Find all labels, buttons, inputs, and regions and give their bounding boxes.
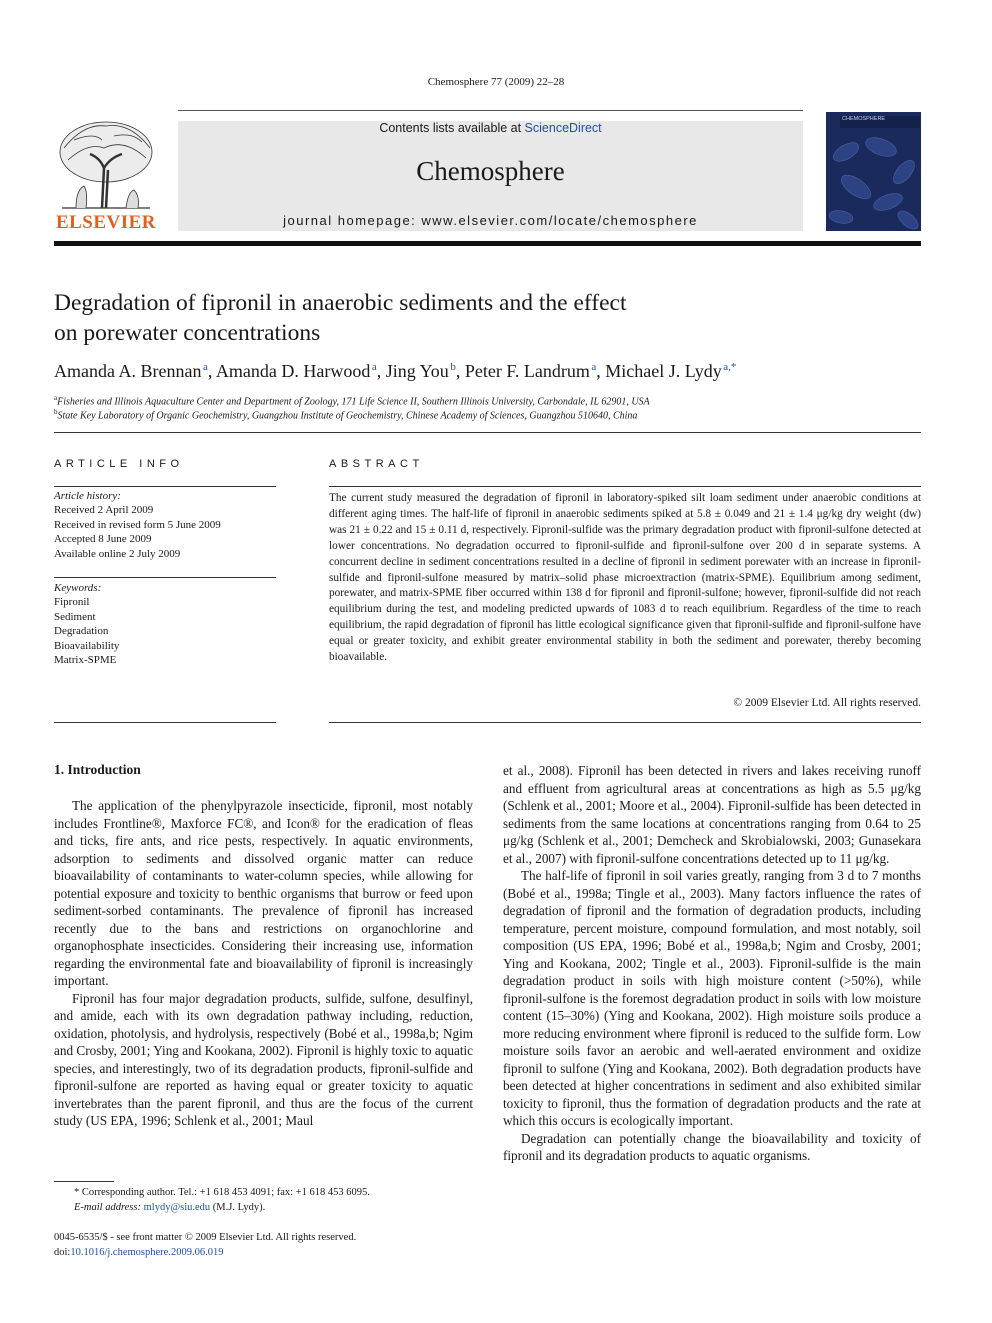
email-suffix: (M.J. Lydy).: [210, 1201, 266, 1213]
history-accepted: Accepted 8 June 2009: [54, 533, 152, 546]
contents-prefix: Contents lists available at: [379, 121, 525, 135]
history-revised: Received in revised form 5 June 2009: [54, 518, 221, 531]
email-label: E-mail address:: [74, 1201, 144, 1213]
author-separator: ,: [207, 361, 216, 381]
affiliation-text: State Key Laboratory of Organic Geochemistry, Guangzhou Institute of Geochemistry, Chinese Academy of Sciences, Guangzhou 510640, China: [57, 410, 638, 422]
history-online: Available online 2 July 2009: [54, 547, 181, 560]
footnote: [54, 1186, 474, 1215]
doi-label: doi:: [54, 1246, 71, 1258]
divider: [54, 722, 276, 723]
doi-link[interactable]: 10.1016/j.chemosphere.2009.06.019: [70, 1246, 224, 1258]
author-name: Amanda A. Brennan: [54, 361, 202, 381]
divider: [54, 432, 921, 433]
author-name: Jing You: [385, 361, 449, 381]
banner-rule: [178, 110, 803, 111]
divider: [329, 486, 921, 487]
keyword: Bioavailability: [54, 639, 120, 652]
body-paragraph: et al., 2008). Fipronil has been detected in rivers and lakes receiving runoff and effluent from agricultural areas at concentrations as high as 5.5 μg/kg (Schlenk et al., 2001; Moore et al., 2004). Fipronil-sulfide has been detected in sediments from the same locations at concentrations ranging from 0.64 to 25 μg/kg (Schlenk et al., 2001; Demcheck and Skrobialowski, 2003; Gunasekara et al., 2007) with fipronil-sulfone concentrations detected up to 11 μg/kg.: [503, 763, 921, 866]
affiliation-marker[interactable]: a: [591, 361, 597, 373]
footnote-rule: [54, 1181, 114, 1182]
author-separator: ,: [596, 361, 606, 381]
keywords-label: Keywords:: [54, 582, 102, 594]
affiliation-marker[interactable]: a: [371, 361, 377, 373]
divider: [54, 577, 276, 578]
affiliation-b: $^b$State Key Laboratory of Organic Geochemistry, Guangzhou Institute of Geochemistry, Chinese Academy of Sciences, Guangzhou 510640, China: [54, 408, 638, 422]
keyword: Matrix-SPME: [54, 654, 117, 667]
affiliation-text: Fisheries and Illinois Aquaculture Center and Department of Zoology, 171 Life Science II, Southern Illinois University, Carbondale, IL 62901, USA: [57, 396, 650, 408]
footer: [54, 1231, 474, 1260]
journal-homepage[interactable]: journal homepage: www.elsevier.com/locate/chemosphere: [283, 213, 698, 228]
email-link[interactable]: mlydy@siu.edu: [143, 1201, 211, 1213]
history-label: Article history:: [54, 490, 121, 502]
body-paragraph: The half-life of fipronil in soil varies greatly, ranging from 3 d to 7 months (Bobé et al., 1998a; Tingle et al., 2003). Many factors influence the rates of degradation of fipronil and the formation of degradation products, including temperature, percent moisture, compound formulation, and most notably, soil composition (US EPA, 1996; Bobé et al., 1998a,b; Ngim and Crosby, 2001; Ying and Kookana, 2002; Tingle et al., 2003). Fipronil-sulfide is the main degradation product in soils with high moisture content (>50%), while fipronil-sulfone is the foremost degradation product in soils with low moisture content (15–30%) (Ying and Kookana, 2002). High moisture soils produce a more reducing environment where fipronil is reduced to the sulfide form. Low moisture soils favor an aerobic and well-aerated environment and oxidize fipronil to sulfone (Ying and Kookana, 2002). Both degradation products have been detected at higher concentrations in sediment and also exhibited similar toxicity to fipronil, thus the formation of degradation products and the rate at which this occurs is ecologically important.: [503, 868, 921, 1128]
history-received: Received 2 April 2009: [54, 504, 154, 517]
journal-title: Chemosphere: [416, 156, 565, 186]
body-paragraph: Fipronil has four major degradation products, sulfide, sulfone, desulfinyl, and amide, each with its own degradation pathway including, reduction, oxidation, photolysis, and hydrolysis, respectively (Bobé et al., 1998a,b; Ngim and Crosby, 2001; Ying and Kookana, 2002). Fipronil is highly toxic to aquatic species, and interestingly, two of its degradation products, fipronil-sulfide and fipronil-sulfone are reported as having equal or greater toxicity to aquatic invertebrates than the parent fipronil, and thus are the focus of the current study (US EPA, 1996; Schlenk et al., 2001; Maul: [54, 990, 473, 1128]
article-title-line-2: on porewater concentrations: [54, 320, 321, 346]
publisher-name: ELSEVIER: [55, 212, 157, 233]
body-paragraph: The application of the phenylpyrazole insecticide, fipronil, most notably includes Frontline®, Maxforce FC®, and Icon® for the eradication of fleas and ticks, fire ants, and rice pests, respectively. In aquatic environments, adsorption to sediments and dissolved organic matter can reduce bioavailability of contaminants to water-column species, while allowing for potential exposure and toxicity to benthic organisms that burrow or feed upon sediment-sorbed contaminants. The prevalence of fipronil has increased recently due to the bans and restrictions on organochlorine and organophosphate insecticides. Considering their increasing use, information regarding the environmental fate and bioavailability of fipronil is increasingly important.: [54, 798, 473, 988]
author-list: [54, 361, 914, 382]
issn-line: 0045-6535/$ - see front matter © 2009 Elsevier Ltd. All rights reserved.: [54, 1232, 357, 1243]
author-name: Amanda D. Harwood: [215, 361, 371, 381]
section-heading-introduction: 1. Introduction: [54, 762, 141, 777]
divider: [54, 486, 276, 487]
sciencedirect-link[interactable]: ScienceDirect: [524, 121, 602, 135]
keyword: Sediment: [54, 610, 96, 623]
keyword: Fipronil: [54, 596, 90, 609]
affiliation-marker[interactable]: a,*: [723, 361, 737, 373]
body-column-left: [54, 797, 473, 1130]
email-line: [54, 1201, 474, 1216]
journal-cover-image: [826, 112, 921, 231]
contents-line: [178, 121, 803, 135]
article-info-heading: ARTICLE INFO: [54, 458, 184, 470]
cover-title: CHEMOSPHERE: [840, 116, 920, 128]
article-title-line-1: Degradation of fipronil in anaerobic sediments and the effect: [54, 290, 627, 316]
journal-reference: Chemosphere 77 (2009) 22–28: [427, 76, 565, 88]
abstract-text: The current study measured the degradation of fipronil in laboratory-spiked silt loam sediment under anaerobic conditions at different aging times. The half-life of fipronil in anaerobic sediments spiked at 5.8 ± 0.049 and 21 ± 1.4 μg/kg dry weight (dw) was 21 ± 0.22 and 15 ± 0.11 d, respectively. Fipronil-sulfide was the primary degradation product with fipronil-sulfone detected at lower concentrations. No degradation occurred to fipronil-sulfide and fipronil-sulfone over 200 d in separate systems. A concurrent decline in sediment concentrations resulted in a decline of fipronil in sediment porewater with an increase in fipronil-sulfide and fipronil-sulfone measured by matrix–solid phase microextraction (matrix-SPME). Equilibrium among sediment, porewater, and matrix-SPME fiber occurred within 138 d for fipronil and fipronil-sulfone; however, fipronil-sulfide did not reach equilibrium during the test, and modeling predicted upwards of 1083 d to reach equilibrium. Regardless of the time to reach equilibrium, the rapid degradation of fipronil has little ecological significance given that fipronil-sulfide and fipronil-sulfone have equal or greater toxicity, and exhibit greater environmental stability in both the sediment and porewater, thereby becoming bioavailable.: [329, 492, 921, 664]
divider: [329, 722, 921, 723]
author-separator: ,: [376, 361, 386, 381]
keywords: [54, 581, 276, 667]
author-name: Peter F. Landrum: [464, 361, 590, 381]
author-separator: ,: [455, 361, 465, 381]
body-paragraph: Degradation can potentially change the bioavailability and toxicity of fipronil and its degradation products to aquatic organisms.: [503, 1130, 921, 1163]
body-column-right: [503, 762, 921, 1165]
doi-line: [54, 1246, 474, 1261]
author-name: Michael J. Lydy: [605, 361, 722, 381]
affiliation-marker[interactable]: a: [202, 361, 208, 373]
affiliation-a: $^a$Fisheries and Illinois Aquaculture Center and Department of Zoology, 171 Life Science II, Southern Illinois University, Carbondale, IL 62901, USA: [54, 394, 650, 408]
article-title: [54, 288, 914, 348]
abstract-heading: ABSTRACT: [329, 458, 424, 470]
article-history: [54, 489, 276, 561]
keyword: Degradation: [54, 625, 109, 638]
affiliation-marker[interactable]: b: [450, 361, 456, 373]
header-rule: [54, 241, 921, 246]
abstract-copyright: © 2009 Elsevier Ltd. All rights reserved.: [733, 697, 921, 709]
corresponding-author-note: * Corresponding author. Tel.: +1 618 453 4091; fax: +1 618 453 6095.: [74, 1187, 370, 1198]
